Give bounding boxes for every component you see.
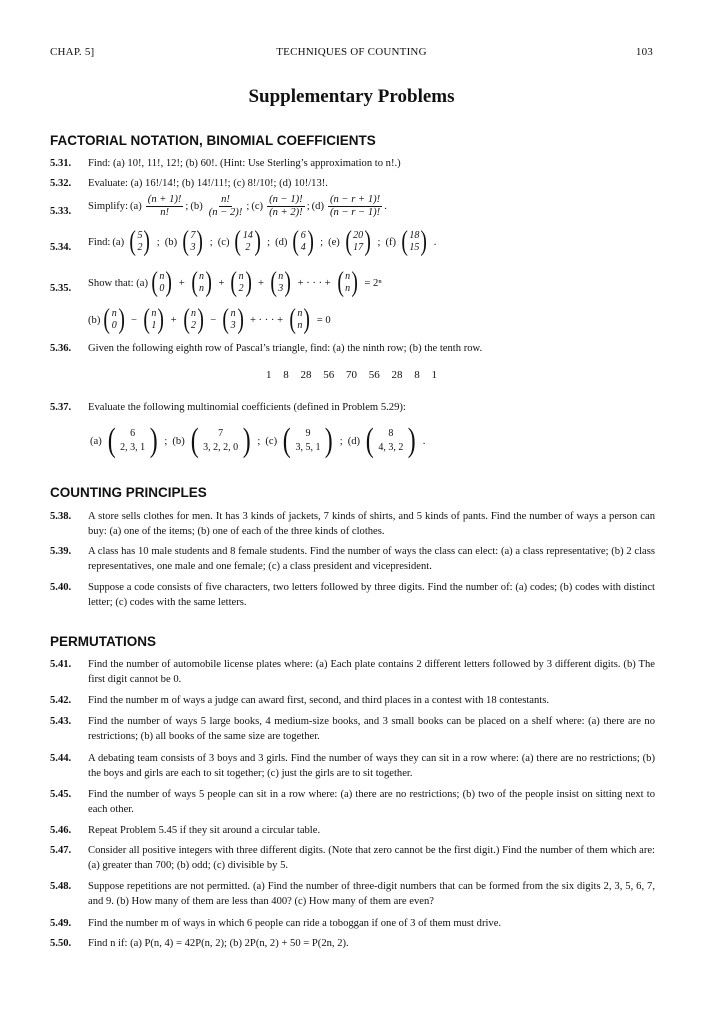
binomial-top: n [111,308,117,319]
problem-5-41 [50,657,655,687]
problem-text: Evaluate: (a) 16!/14!; (b) 14!/11!; (c) 8!/10!; (d) 10!/13!. [88,178,328,189]
problem-number: 5.50. [50,938,72,949]
problem-number: 5.34. [50,242,72,253]
separator: ; [209,236,213,248]
separator: ; [164,435,168,447]
binomial-stack [243,230,253,254]
binomial-6 [400,228,429,256]
separator: . [422,435,426,447]
left-paren: ( [345,226,352,257]
binomial-top: 6 [300,230,306,241]
binomial-bottom: 0 [111,320,117,331]
multinomial-top: 6 [130,428,136,439]
binomial-b-1 [102,306,126,334]
item-label: (d) [347,435,361,447]
binomial-stack [301,230,306,254]
binomial-bottom: n [199,283,204,294]
problem-text: Suppose a code consists of five characters, two letters followed by three digits. Find the number of: (a) codes; (b) codes with distinct letter; (c) codes with the same letters. [88,582,655,608]
left-paren: ( [107,422,116,459]
right-paren: ) [197,304,204,335]
problem-number: 5.49. [50,918,72,929]
problem-5-31 [50,156,655,171]
multinomial-bottom: 2, 3, 1 [120,442,146,453]
operator-sign: − [210,314,217,326]
lead-text: Show that: (a) [88,277,149,289]
operator-sign: + · · · + [249,314,284,326]
binomial-5 [344,228,373,256]
left-paren: ( [292,226,300,257]
multinomial-stack [117,427,148,455]
binomial-stack [297,308,302,332]
section-heading-counting: COUNTING PRINCIPLES [50,485,207,500]
binomial-top: 7 [190,230,196,241]
binomial-bottom: 2 [190,320,196,331]
problem-5-48 [50,879,655,909]
problem-5-35-math-a [88,269,385,297]
right-paren: ) [408,422,417,459]
problem-5-49 [50,916,655,931]
problem-5-50 [50,936,655,951]
multinomial-bottom: 3, 2, 2, 0 [203,442,239,453]
operator-sign: + [170,314,177,326]
multinomial-3 [281,422,335,459]
right-paren: ) [307,226,314,257]
problem-number: 5.41. [50,659,72,670]
binomial-b-3 [182,306,206,334]
multinomial-1 [106,422,160,459]
page-title: Supplementary Problems [248,86,455,107]
separator: ; [257,435,261,447]
problem-number: 5.46. [50,825,72,836]
section-heading-factorial: FACTORIAL NOTATION, BINOMIAL COEFFICIENTS [50,133,376,148]
problem-5-43 [50,714,655,744]
problem-text: Evaluate the following multinomial coefficients (defined in Problem 5.29): [88,402,406,413]
problem-number: 5.37. [50,402,72,413]
separator: ; [267,236,271,248]
problem-number: 5.35. [50,283,72,294]
problem-5-36 [50,341,655,356]
binomial-stack [231,308,236,332]
binomial-top: n [345,271,351,282]
left-paren: ( [103,304,111,335]
problem-number: 5.40. [50,582,72,593]
binomial-bottom: 17 [353,242,364,253]
problem-number: 5.36. [50,343,72,354]
problem-text: Given the following eighth row of Pascal’s triangle, find: (a) the ninth row; (b) the tenth row. [88,343,483,354]
left-paren: ( [222,304,230,335]
binomial-bottom: 3 [230,320,236,331]
binomial-top: 14 [242,230,253,241]
problem-5-40 [50,580,655,610]
left-paren: ( [129,226,137,257]
problem-number: 5.39. [50,546,72,557]
binomial-a-3 [229,269,253,297]
right-paren: ) [165,267,173,298]
binomial-stack [278,271,283,295]
binomial-bottom: 15 [409,242,420,253]
left-paren: ( [190,422,199,459]
multinomial-bottom: 3, 5, 1 [295,442,321,453]
binomial-bottom: 0 [159,283,165,294]
binomial-a-last [336,269,360,297]
binomial-stack [151,308,156,332]
right-paren: ) [254,226,261,257]
multinomial-bottom: 4, 3, 2 [378,442,404,453]
binomial-bottom: 1 [151,320,157,331]
problem-text: Find n if: (a) P(n, 4) = 42P(n, 2); (b) 2P(n, 2) + 50 = P(2n, 2). [88,938,349,949]
binomial-a-2 [190,269,214,297]
problem-text: A debating team consists of 3 boys and 3 girls. Find the number of ways they can sit in a row where: (a) there are no restrictions; (b) the boys and girls are each to sit together; (c) just the girls are to sit together. [88,753,655,779]
binomial-stack [353,230,363,254]
multinomial-top: 9 [305,428,311,439]
problem-5-34-math [88,228,439,256]
section-heading-permutations: PERMUTATIONS [50,634,156,649]
fraction-d: $\frac{(n - r + 1)!}{(n - r - 1)!}$ [330,194,381,218]
binomial-top: 20 [353,230,364,241]
problem-number: 5.48. [50,881,72,892]
item-label: (a) [112,236,125,248]
binomial-2 [181,228,205,256]
multinomial-stack [375,427,406,455]
problem-text: Find the number of automobile license plates where: (a) Each plate contains 2 different letters followed by 3 different digits. (b) The first digit cannot be 0. [88,659,655,685]
binomial-top: n [297,308,303,319]
binomial-bottom: n [297,320,303,331]
chapter-label: CHAP. 5] [50,46,95,58]
problem-text: Find the number m of ways a judge can award first, second, and third places in a contest with 18 contestants. [88,695,550,706]
right-paren: ) [303,304,311,335]
binomial-stack [239,271,244,295]
binomial-stack [137,230,142,254]
item-label: (f) [385,236,397,248]
problem-number: 5.38. [50,511,72,522]
left-paren: ( [191,267,198,298]
item-label: (c) [265,435,278,447]
binomial-bottom: 4 [300,242,306,253]
problem-5-39 [50,544,655,574]
problem-5-37-math [88,422,428,459]
problem-5-38 [50,509,655,539]
multinomial-top: 7 [218,428,224,439]
problem-text: A class has 10 male students and 8 female students. Find the number of ways the class can elect: (a) a class representative; (b) 2 class representatives, one male and one female; (c) a class president and vicepresident. [88,546,655,572]
plus-sign: + [257,277,264,289]
right-paren: ) [149,422,158,459]
lead-text: Simplify: [88,201,129,212]
problem-number: 5.32. [50,178,72,189]
fraction-a: $\frac{(n + 1)!}{n!}$ [147,194,182,218]
right-paren: ) [284,267,292,298]
binomial-1 [128,228,152,256]
binomial-top: n [190,308,196,319]
item-label: (b) [172,435,185,447]
item-label: (d) [275,236,288,248]
problem-text: Find the number of ways 5 large books, 4 medium-size books, and 3 small books can be placed on a shelf where: (a) there are no restrictions; (b) all books of the same size are together. [88,716,655,742]
binomial-bottom: 2 [245,242,251,253]
binomial-top: n [151,308,157,319]
multinomial-stack [200,427,241,455]
page-number: 103 [635,46,653,58]
left-paren: ( [183,304,190,335]
right-paren: ) [205,267,212,298]
binomial-bottom: 3 [278,283,284,294]
rhs: = 0 [316,314,331,326]
left-paren: ( [230,267,238,298]
right-paren: ) [237,304,244,335]
plus-sign: + · · · + [297,277,331,289]
item-label: (c) [217,236,230,248]
binomial-stack [112,308,117,332]
binomial-stack [159,271,164,295]
binomial-4 [291,228,315,256]
problem-number: 5.31. [50,158,72,169]
problem-5-33-math: Simplify: (a) $\frac{(n + 1)!}{n!}$ ; (b) $\frac{n!}{(n - 2)!}$ ; (c) $\frac{(n - 1)!}{(n + 2)!}$ ; (d) $\frac{(n - r + 1)!}{(n - r - 1)!}$ . [88,194,387,218]
binomial-stack [190,230,195,254]
problem-text: Consider all positive integers with three different digits. (Note that zero cannot be the first digit.) Find the number of them which are: (a) greater than 700; (b) odd; (c) divisible by 5. [88,845,655,871]
binomial-b-4 [221,306,245,334]
right-paren: ) [196,226,204,257]
binomial-bottom: 2 [137,242,143,253]
left-paren: ( [365,422,374,459]
left-paren: ( [289,304,297,335]
item-label: (b) [164,236,178,248]
plus-sign: + [178,277,185,289]
right-paren: ) [242,422,251,459]
problem-5-37 [50,400,655,415]
separator: ; [339,435,343,447]
problem-5-42 [50,693,655,708]
problem-number: 5.33. [50,206,72,217]
binomial-3 [233,228,262,256]
binomial-top: n [238,271,244,282]
plus-sign: + [218,277,225,289]
left-paren: ( [337,267,344,298]
binomial-top: 18 [409,230,420,241]
problem-text: A store sells clothes for men. It has 3 kinds of jackets, 7 kinds of shirts, and 5 kinds of pants. Find the number of ways a person can buy: (a) one of the items; (b) one of each of the three kinds of clothes. [88,511,655,537]
item-label: (e) [328,236,340,248]
binomial-b-last [288,306,312,334]
problem-number: 5.44. [50,753,72,764]
fraction-b: $\frac{n!}{(n - 2)!}$ [208,194,243,218]
binomial-top: n [278,271,284,282]
problem-number: 5.42. [50,695,72,706]
right-paren: ) [143,226,151,257]
multinomial-stack [292,427,323,455]
binomial-a-4 [269,269,293,297]
binomial-stack [409,230,419,254]
binomial-top: 5 [137,230,143,241]
problem-5-44 [50,751,655,781]
fraction-c: $\frac{(n - 1)!}{(n + 2)!}$ [269,194,303,218]
right-paren: ) [245,267,252,298]
problem-text: Find: (a) 10!, 11!, 12!; (b) 60!. (Hint: Use Sterling’s approximation to n!.) [88,158,401,169]
left-paren: ( [401,226,408,257]
problem-text: Repeat Problem 5.45 if they sit around a circular table. [88,825,321,836]
left-paren: ( [143,304,150,335]
running-title: TECHNIQUES OF COUNTING [276,46,427,58]
separator: ; [156,236,160,248]
problem-number: 5.43. [50,716,72,727]
binomial-stack [191,308,196,332]
separator: ; [320,236,324,248]
problem-number: 5.45. [50,789,72,800]
problem-text: Find the number of ways 5 people can sit in a row where: (a) there are no restrictions; (b) two of the people insist on sitting next to each other. [88,789,655,815]
right-paren: ) [364,226,372,257]
problem-5-46 [50,823,655,838]
problem-5-45 [50,787,655,817]
multinomial-top: 8 [388,428,394,439]
left-paren: ( [282,422,291,459]
binomial-a-1 [150,269,174,297]
right-paren: ) [157,304,165,335]
operator-sign: − [131,314,137,326]
left-paren: ( [270,267,277,298]
multinomial-2 [189,422,253,459]
right-paren: ) [118,304,125,335]
pascal-row: 1 8 28 56 70 56 28 8 1 [266,369,437,381]
binomial-b-2 [142,306,166,334]
binomial-bottom: 2 [238,283,244,294]
lead-text-b: (b) [88,314,101,326]
problem-text: Suppose repetitions are not permitted. (a) Find the number of three-digit numbers that can be formed from the six digits 2, 3, 5, 6, 7, and 9. (b) How many of them are less than 400? (c) How many of them are even? [88,881,655,907]
binomial-bottom: 3 [190,242,196,253]
problem-5-35-math-b [88,306,334,334]
binomial-top: n [199,271,204,282]
problem-text: Find the number m of ways in which 6 people can ride a toboggan if one of 3 of them must drive. [88,918,502,929]
rhs: = 2ⁿ [364,277,382,289]
problem-5-47 [50,843,655,873]
binomial-top: n [159,271,165,282]
right-paren: ) [351,267,359,298]
problem-5-32 [50,176,655,191]
multinomial-4 [364,422,418,459]
separator: ; [377,236,381,248]
separator: . [433,236,437,248]
binomial-bottom: n [345,283,351,294]
binomial-top: n [230,308,236,319]
left-paren: ( [182,226,190,257]
right-paren: ) [325,422,334,459]
lead-text: Find: [88,236,111,248]
item-label: (a) [90,435,102,447]
binomial-stack [199,271,204,295]
left-paren: ( [151,267,158,298]
binomial-stack [345,271,350,295]
left-paren: ( [234,226,242,257]
right-paren: ) [420,226,428,257]
problem-number: 5.47. [50,845,72,856]
